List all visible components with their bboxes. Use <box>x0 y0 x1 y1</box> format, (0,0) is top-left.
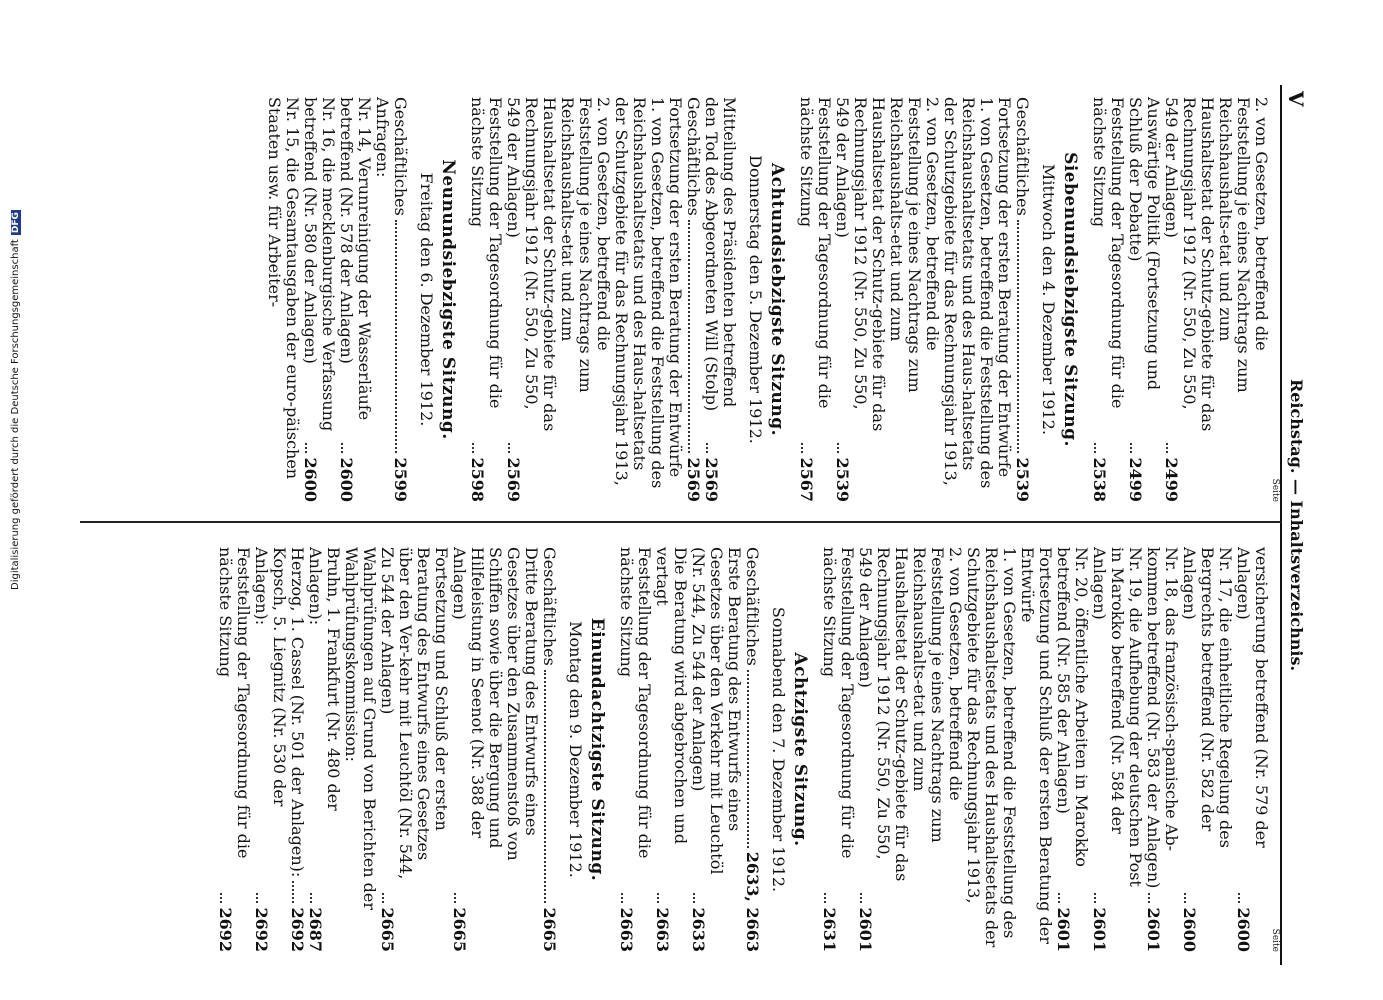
page-ref: 2539 <box>833 457 852 502</box>
entry-text: Nr. 16, die mecklenburgische Verfassung betreffend (Nr. 580 der Anlagen) <box>301 97 338 432</box>
dot-leader <box>305 443 307 453</box>
index-entry <box>797 97 833 502</box>
dfg-logo: DFG <box>11 212 21 234</box>
index-entry <box>820 547 856 952</box>
index-entry <box>391 97 409 502</box>
index-entry <box>666 97 684 502</box>
page-ref: 2692 <box>252 907 271 952</box>
page-ref: 2692 <box>288 907 307 952</box>
left-column <box>265 97 1280 502</box>
seite-label: Seite <box>1270 928 1280 952</box>
right-column <box>216 547 1280 952</box>
session-date: Freitag den 6. Dezember 1912. <box>417 172 436 427</box>
dot-leader <box>1058 893 1060 903</box>
entry-text: Nr. 18, das französisch-spanische Ab-kommen betreffend (Nr. 583 der Anlagen) <box>1144 547 1181 889</box>
index-entry <box>941 97 995 502</box>
entry-text: Nr. 14, Verunreinigung der Wasserläufe betreffend (Nr. 578 der Anlagen) <box>337 97 374 421</box>
dot-leader <box>395 220 397 454</box>
index-entry <box>1013 97 1031 502</box>
page-ref: 2692 <box>216 907 235 952</box>
page-ref: 2665 <box>540 907 559 952</box>
session-date: Montag den 9. Dezember 1912. <box>566 621 585 878</box>
entry-text: Feststellung der Tagesordnung für die nächste Sitzung <box>820 547 857 859</box>
page-header <box>1282 85 1310 965</box>
index-entry <box>612 97 666 502</box>
page-ref: 2499 <box>1126 457 1145 502</box>
entry-text: Fortsetzung der ersten Beratung der Entwürfe <box>666 97 685 478</box>
dot-leader <box>1094 893 1096 903</box>
entry-text: Feststellung der Tagesordnung für die nächste Sitzung <box>468 97 505 409</box>
dot-leader <box>508 443 510 453</box>
page-ref: 2663 <box>617 907 636 952</box>
index-entry <box>995 97 1013 502</box>
index-entry <box>265 97 301 502</box>
entry-text: 2. von Gesetzen, betreffend die Feststellung je eines Nachtrags zum Reichshaushalts-etat und zum Haushaltsetat der Schutz-gebiete für das Rechnungsjahr 1912 (Nr. 550, Zu 550, 549 der Anlagen) <box>856 547 965 882</box>
entry-text: 1. von Gesetzen, betreffend die Feststellung des Reichshaushaltsetats und des Haus-haltsetats der Schutzgebiete für das Rechnungsjahr 1913, <box>612 97 667 489</box>
page-ref: 2631 <box>820 907 839 952</box>
index-entry <box>684 97 702 502</box>
entry-text: Feststellung der Tagesordnung für die nächste Sitzung <box>216 547 253 859</box>
index-entry <box>1234 547 1270 952</box>
dot-leader <box>1017 220 1019 454</box>
entry-text: Auswärtige Politik (Fortsetzung und Schluß der Debatte) <box>1126 97 1163 391</box>
entry-text: Feststellung der Tagesordnung für die nächste Sitzung <box>617 547 654 859</box>
page-ref: 2569 <box>504 457 523 502</box>
entry-text: 2. von Gesetzen, betreffend die Feststellung je eines Nachtrags zum Reichshaushalts-etat und zum Haushaltsetat der Schutz-gebiete für das Rechnungsjahr 1912 (Nr. 550, Zu 550, 549 der Anlagen) <box>1162 97 1271 432</box>
index-entry <box>373 97 391 502</box>
page-ref: 2665 <box>378 907 397 952</box>
index-entry <box>1090 97 1126 502</box>
dot-leader <box>837 443 839 453</box>
index-entry <box>468 97 504 502</box>
entry-text: Geschäftliches <box>540 547 559 666</box>
session-title: Neunundsiebzigste Sitzung. <box>438 159 458 440</box>
index-entry <box>689 547 743 952</box>
session-title: Achtundsiebzigste Sitzung. <box>767 162 787 436</box>
index-entry <box>1054 547 1090 952</box>
page-ref: 2599 <box>391 457 410 502</box>
dot-leader <box>693 893 695 903</box>
entry-text: 1. von Gesetzen, betreffend die Feststellung des Reichshaushaltsetats und des Haushaltsetats der Schutzgebiete für das Rechnungsjahr 1913, <box>964 547 1019 948</box>
session-date: Mittwoch den 4. Dezember 1912. <box>1039 163 1058 436</box>
dot-leader <box>256 893 258 903</box>
index-entry <box>1018 547 1054 952</box>
index-page <box>80 85 1310 965</box>
entry-text: Feststellung der Tagesordnung für die nächste Sitzung <box>1090 97 1127 409</box>
credit-text: Digitalisierung gefördert durch die Deutsche Forschungsgemeinschaft <box>10 239 21 590</box>
index-entry <box>653 547 689 952</box>
page-ref: 2633, 2663 <box>743 851 762 952</box>
entry-text: Geschäftliches <box>743 547 762 666</box>
dot-leader <box>454 893 456 903</box>
entry-text: Feststellung der Tagesordnung für die nächste Sitzung <box>797 97 834 409</box>
page-ref: 2538 <box>1090 457 1109 502</box>
index-entry <box>1144 547 1180 952</box>
dot-leader <box>310 893 312 903</box>
index-entry <box>833 97 941 502</box>
entry-text: Fortsetzung und Schluß der ersten Beratung der Entwürfe <box>1018 547 1055 944</box>
index-entry <box>1090 547 1144 952</box>
dot-leader <box>1130 443 1132 453</box>
page-ref: 2600 <box>1180 907 1199 952</box>
index-entry <box>1126 97 1162 502</box>
column-divider <box>80 521 1282 523</box>
page-ref: 2539 <box>1013 457 1032 502</box>
entry-text: Anfragen: <box>373 97 392 178</box>
dot-leader <box>824 893 826 903</box>
entry-text: Wahlprüfungen auf Grund von Berichten der Wahlprüfungskommission: <box>342 547 379 911</box>
entry-text: Nr. 17, die einheitliche Regelung des Bergrechts betreffend (Nr. 582 der Anlagen) <box>1180 547 1235 848</box>
dot-leader <box>657 893 659 903</box>
index-entry <box>540 547 558 952</box>
index-entry <box>216 547 252 952</box>
page-ref: 2601 <box>1144 907 1163 952</box>
index-entry <box>743 547 761 952</box>
session-title: Siebenundsiebzigste Sitzung. <box>1060 152 1080 447</box>
entry-text: Herzog, 1. Cassel (Nr. 501 der Anlagen): <box>288 547 307 878</box>
entry-text: Nr. 15, die Gesamtausgaben der euro-päischen Staaten usw. für Arbeiter- <box>265 97 302 480</box>
entry-text: Die Beratung wird abgebrochen und vertagt <box>653 547 690 845</box>
index-entry <box>617 547 653 952</box>
dot-leader <box>472 443 474 453</box>
header-rule <box>1280 85 1282 965</box>
entry-text: 2. von Gesetzen, betreffend die Feststellung je eines Nachtrags zum Reichshaushalts-etat und zum Haushaltsetat der Schutz-gebiete für das Rechnungsjahr 1912 (Nr. 550, Zu 550, 549 der Anlagen) <box>833 97 942 432</box>
page-ref: 2499 <box>1162 457 1181 502</box>
index-entry <box>301 97 337 502</box>
entry-text: Kopsch, 5. Liegnitz (Nr. 530 der Anlagen): <box>252 547 289 807</box>
entry-text: Erste Beratung des Entwurfs eines Gesetzes über den Verkehr mit Leuchtöl (Nr. 544, Zu 544 der Anlagen) <box>689 547 744 875</box>
entry-text: Nr. 20, öffentliche Arbeiten in Marokko betreffend (Nr. 585 der Anlagen) <box>1054 547 1091 867</box>
dot-leader <box>621 893 623 903</box>
page-ref: 2665 <box>450 907 469 952</box>
index-entry <box>1180 547 1234 952</box>
index-entry <box>856 547 964 952</box>
entry-text: Geschäftliches <box>1013 97 1032 216</box>
index-entry <box>342 547 378 952</box>
page-number: V <box>1284 91 1308 107</box>
entry-text: 2. von Gesetzen, betreffend die Feststellung je eines Nachtrags zum Reichshaushalts-etat und zum Haushaltsetat der Schutz-gebiete für das Rechnungsjahr 1912 (Nr. 550, Zu 550, 549 der Anlagen) <box>504 97 613 432</box>
entry-text: Geschäftliches <box>684 97 703 216</box>
dot-leader <box>341 443 343 453</box>
entry-text: Bruhn, 1. Frankfurt (Nr. 480 der Anlagen): <box>306 547 343 811</box>
session-title: Einundachtzigste Sitzung. <box>587 617 607 882</box>
dot-leader <box>747 670 749 848</box>
dot-leader <box>1166 443 1168 453</box>
entry-text: Mitteilung des Präsidenten betreffend den Tod des Abgeordneten Will (Stolp) <box>702 97 739 412</box>
page-ref: 2569 <box>702 457 721 502</box>
dot-leader <box>688 220 690 454</box>
index-entry <box>288 547 306 952</box>
index-entry <box>337 97 373 502</box>
seite-label: Seite <box>1270 478 1280 502</box>
index-entry <box>504 97 612 502</box>
entry-text: Nr. 19, die Aufhebung der deutschen Post in Marokko betreffend (Nr. 584 der Anlagen) <box>1090 547 1145 887</box>
dot-leader <box>544 670 546 904</box>
dot-leader <box>1238 893 1240 903</box>
session-date: Donnerstag den 5. Dezember 1912. <box>746 155 765 444</box>
page-ref: 2601 <box>1054 907 1073 952</box>
index-entry <box>306 547 342 952</box>
dot-leader <box>860 893 862 903</box>
page-ref: 2601 <box>1090 907 1109 952</box>
entry-text: versicherung betreffend (Nr. 579 der Anlagen) <box>1234 547 1271 848</box>
index-entry <box>702 97 738 502</box>
entry-text: Fortsetzung und Schluß der ersten Beratung des Entwurfs eines Gesetzes über den Ver-kehr mit Leuchtöl (Nr. 544, Zu 544 der Anlagen) <box>378 547 451 880</box>
entry-text: 1. von Gesetzen, betreffend die Feststellung des Reichshaushaltsetats und des Haus-haltsetats der Schutzgebiete für das Rechnungsjahr 1913, <box>941 97 996 489</box>
dot-leader <box>1148 893 1150 903</box>
index-entry <box>378 547 450 952</box>
page-ref: 2598 <box>468 457 487 502</box>
page-ref: 2687 <box>306 907 325 952</box>
page-ref: 2633 <box>689 907 708 952</box>
session-title: Achtzigste Sitzung. <box>790 652 810 847</box>
dot-leader <box>1094 443 1096 453</box>
dot-leader <box>220 893 222 903</box>
dot-leader <box>706 443 708 453</box>
session-date: Sonnabend den 7. Dezember 1912. <box>769 606 788 893</box>
index-entry <box>1162 97 1270 502</box>
dot-leader <box>292 881 294 903</box>
page-ref: 2663 <box>653 907 672 952</box>
dot-leader <box>382 893 384 903</box>
entry-text: Geschäftliches <box>391 97 410 216</box>
page-ref: 2601 <box>856 907 875 952</box>
page-ref: 2569 <box>684 457 703 502</box>
index-entry <box>450 547 540 952</box>
dot-leader <box>1184 893 1186 903</box>
page-ref: 2600 <box>337 457 356 502</box>
page-ref: 2567 <box>797 457 816 502</box>
index-entry <box>252 547 288 952</box>
dot-leader <box>801 443 803 453</box>
index-entry <box>964 547 1018 952</box>
page-title: Reichstag. — Inhaltsverzeichnis. <box>1287 378 1306 672</box>
entry-text: Dritte Beratung des Entwurfs eines Gesetzes über den Zusammenstoß von Schiffen sowie über die Bergung und Hilfeleistung in Seenot (Nr. 388 der Anlagen) <box>450 547 541 861</box>
entry-text: Fortsetzung der ersten Beratung der Entwürfe <box>995 97 1014 478</box>
page-ref: 2600 <box>1234 907 1253 952</box>
page-ref: 2600 <box>301 457 320 502</box>
